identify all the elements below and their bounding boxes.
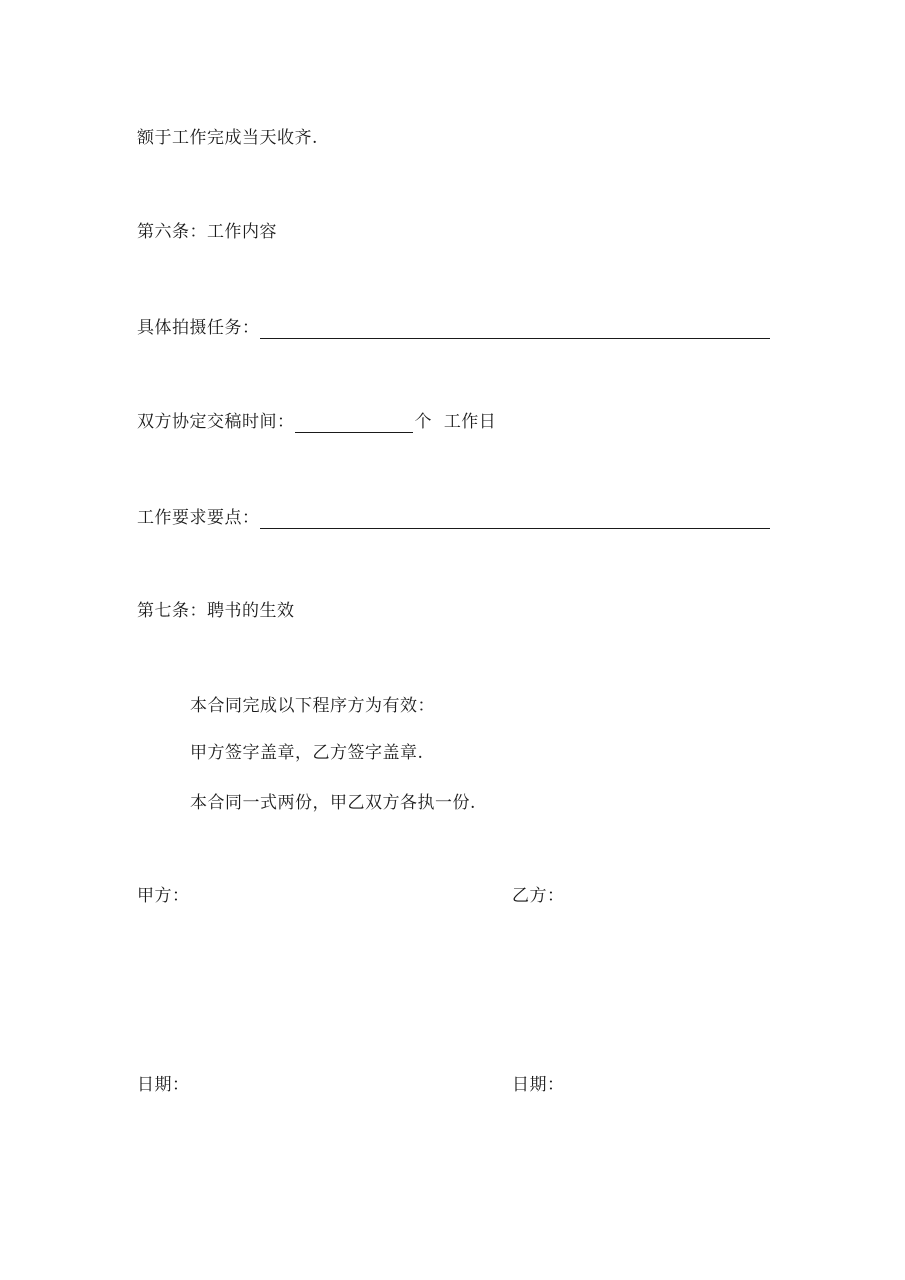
deadline-suffix: 工作日 (443, 412, 497, 432)
clause-3: 本合同一式两份，甲乙双方各执一份. (190, 793, 476, 813)
deadline-blank-line (295, 415, 413, 433)
task-row (137, 317, 770, 339)
date-a-label: 日期： (137, 1075, 190, 1095)
deadline-unit: 个 (414, 412, 432, 432)
deadline-label: 双方协定交稿时间： (137, 412, 295, 432)
clause-2: 甲方签字盖章，乙方签字盖章. (190, 743, 424, 763)
requirements-label: 工作要求要点： (137, 508, 260, 528)
date-b-label: 日期： (512, 1075, 565, 1095)
deadline-row (137, 411, 496, 433)
task-blank-line (260, 321, 770, 339)
requirements-row (137, 507, 770, 529)
article-6-heading: 第六条：工作内容 (137, 222, 277, 242)
continued-text: 额于工作完成当天收齐. (137, 128, 318, 148)
party-a-label: 甲方： (137, 886, 190, 906)
clause-1: 本合同完成以下程序方为有效： (190, 696, 435, 716)
party-b-label: 乙方： (512, 886, 565, 906)
task-label: 具体拍摄任务： (137, 318, 260, 338)
article-7-heading: 第七条：聘书的生效 (137, 601, 295, 621)
requirements-blank-line (260, 511, 770, 529)
